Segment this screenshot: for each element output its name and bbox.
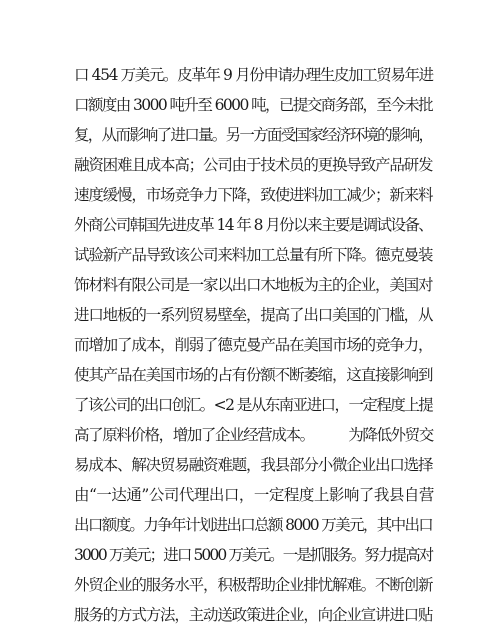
text-line: 高了原料价格，增加了企业经营成本。 为降低外贸交 (74, 426, 433, 444)
body-text (74, 60, 434, 630)
text-line: 外商公司韩国先进皮革 14 年 8 月份以来主要是调试设备、 (74, 216, 433, 234)
text-line: 口额度由 3000 吨升至 6000 吨，已提交商务部，至今未批 (74, 96, 433, 114)
text-line: 复，从而影响了进口量。另一方面受国家经济环境的影响， (74, 126, 433, 144)
text-line: 融资困难且成本高；公司由于技术员的更换导致产品研发 (74, 156, 433, 174)
text-line: 外贸企业的服务水平，积极帮助企业排忧解难。不断创新 (74, 576, 433, 594)
text-line: 服务的方式方法，主动送政策进企业，向企业宣讲进口贴 (74, 606, 433, 624)
text-line: 口 454 万美元。皮革年 9 月份申请办理生皮加工贸易年进 (74, 66, 433, 84)
text-line: 饰材料有限公司是一家以出口木地板为主的企业，美国对 (74, 276, 433, 294)
text-line: 3000 万美元；进口 5000 万美元。一是抓服务。努力提高对 (74, 546, 433, 564)
text-line: 易成本、解决贸易融资难题，我县部分小微企业出口选择 (74, 456, 433, 474)
text-line: 试验新产品导致该公司来料加工总量有所下降。德克曼装 (74, 246, 433, 264)
text-line: 速度缓慢，市场竞争力下降，致使进料加工减少；新来料 (74, 186, 433, 204)
text-line: 使其产品在美国市场的占有份额不断萎缩，这直接影响到 (74, 366, 433, 384)
text-line: 由“一达通”公司代理出口，一定程度上影响了我县自营 (74, 486, 434, 504)
text-line: 了该公司的出口创汇。<2 是从东南亚进口，一定程度上提 (74, 396, 433, 414)
text-line: 而增加了成本，削弱了德克曼产品在美国市场的竞争力， (74, 336, 433, 354)
text-line: 出口额度。力争年计划进出口总额 8000 万美元，其中出口 (74, 516, 433, 534)
text-line: 进口地板的一系列贸易壁垒，提高了出口美国的门槛，从 (74, 306, 433, 324)
